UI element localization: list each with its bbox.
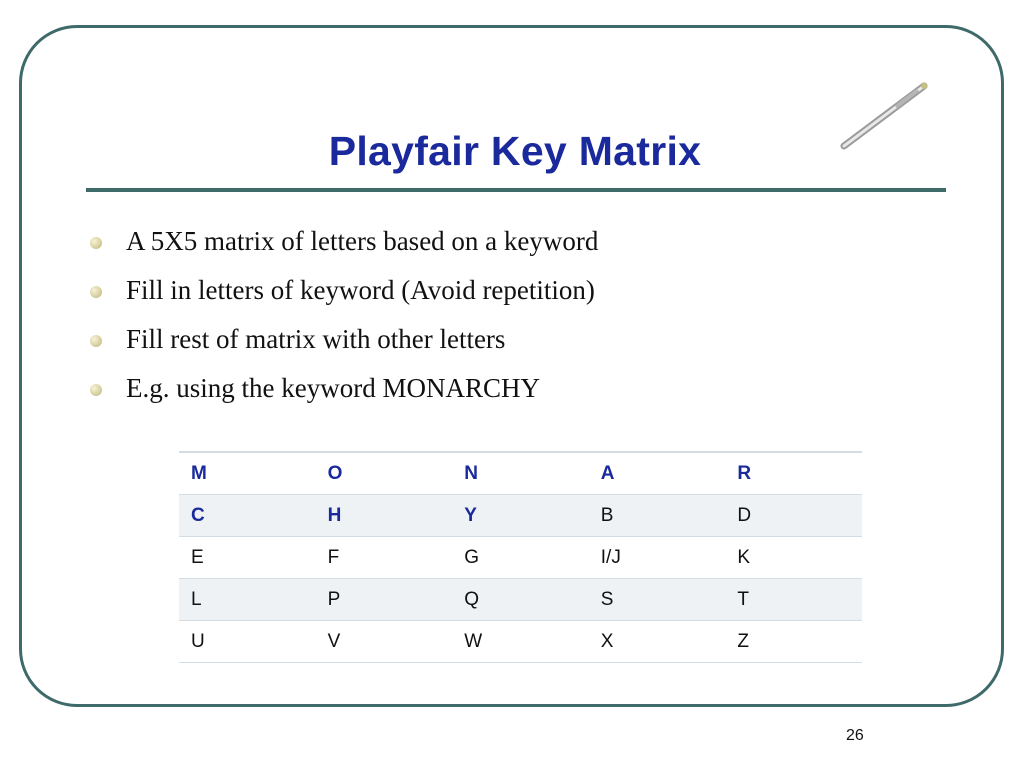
bullet-dot-icon: [90, 335, 102, 347]
matrix-cell: I/J: [589, 537, 726, 579]
title-underline: [86, 188, 946, 192]
bullet-dot-icon: [90, 237, 102, 249]
matrix-cell: U: [179, 621, 316, 663]
bullet-dot-icon: [90, 286, 102, 298]
matrix-cell: A: [589, 452, 726, 495]
slide-title: Playfair Key Matrix: [328, 128, 702, 174]
matrix-cell: B: [589, 495, 726, 537]
table-row: [179, 579, 862, 621]
matrix-cell: D: [725, 495, 862, 537]
bullet-item: [88, 320, 598, 369]
matrix-cell: Z: [725, 621, 862, 663]
matrix-cell: N: [452, 452, 589, 495]
bullet-list: [88, 222, 598, 418]
matrix-cell: M: [179, 452, 316, 495]
matrix-cell: Q: [452, 579, 589, 621]
matrix-cell: Y: [452, 495, 589, 537]
page-number: 26: [846, 727, 864, 744]
table-row: [179, 452, 862, 495]
matrix-cell: V: [316, 621, 453, 663]
matrix-cell: W: [452, 621, 589, 663]
matrix-cell: F: [316, 537, 453, 579]
table-row: [179, 537, 862, 579]
playfair-key-matrix: [179, 451, 862, 663]
bullet-text: A 5X5 matrix of letters based on a keyword: [126, 226, 599, 256]
matrix-cell: K: [725, 537, 862, 579]
table-row: [179, 495, 862, 537]
bullet-text: Fill in letters of keyword (Avoid repetition): [126, 275, 595, 305]
matrix-cell: P: [316, 579, 453, 621]
matrix-cell: R: [725, 452, 862, 495]
table-row: [179, 621, 862, 663]
matrix-cell: H: [316, 495, 453, 537]
matrix-cell: E: [179, 537, 316, 579]
bullet-item: [88, 222, 598, 271]
matrix-cell: L: [179, 579, 316, 621]
matrix-cell: X: [589, 621, 726, 663]
matrix-cell: S: [589, 579, 726, 621]
bullet-dot-icon: [90, 384, 102, 396]
matrix-cell: T: [725, 579, 862, 621]
matrix-cell: G: [452, 537, 589, 579]
bullet-text: Fill rest of matrix with other letters: [126, 324, 506, 354]
matrix-cell: C: [179, 495, 316, 537]
bullet-item: [88, 369, 598, 418]
matrix-cell: O: [316, 452, 453, 495]
bullet-text: E.g. using the keyword MONARCHY: [126, 373, 540, 403]
bullet-item: [88, 271, 598, 320]
